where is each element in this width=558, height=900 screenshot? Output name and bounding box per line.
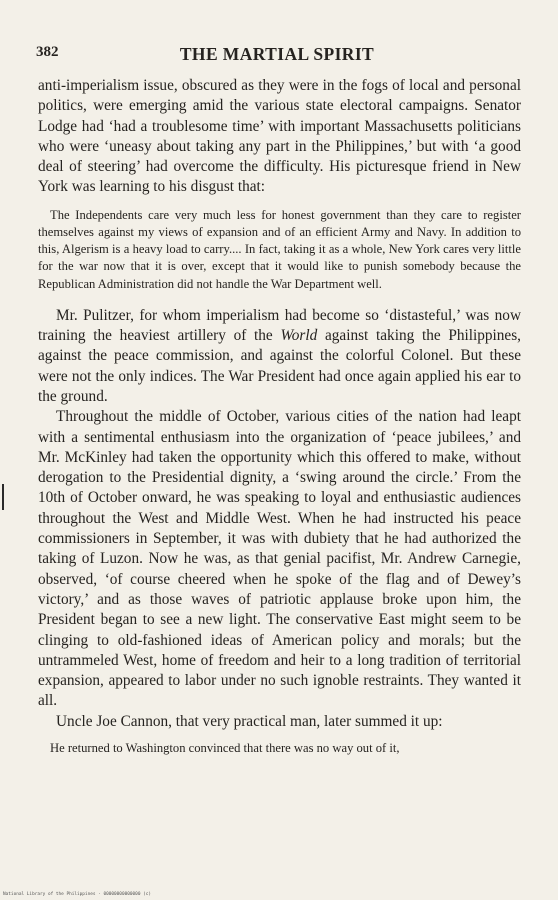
paragraph-october: Throughout the middle of October, various cities of the nation had leapt with a sentimental enthusiasm into the organization of ‘peace jubilees,’ and Mr. McKinley had taken the opportunity which this offered to make, without derogation to the Presidential dignity, a ‘swing around the circle.’ From the 10th of October onward, he was speaking to loyal and enthusiastic audiences throughout the West and Middle West. When he had instructed his peace commissioners in September, it was with dubiety that he had authorized the taking of Luzon. Now he was, as that genial pacifist, Mr. Andrew Carnegie, observed, ‘of course cheered when he spoke of the flag and of Dewey’s victory,’ and as those waves of patriotic applause broke upon him, the President began to see a new light. The conservative East might seem to be clinging to old-fashioned ideas of American policy and morals; but the untrammeled West, home of freedom and heir to a long tradition of territorial expansion, appeared to labor under no such ignoble restraints. They wanted it all. [38, 408, 521, 710]
page-number: 382 [36, 44, 59, 60]
page-header [36, 44, 518, 68]
block-quote-cannon: He returned to Washington convinced that there was no way out of it, [50, 741, 400, 756]
scan-footer: National Library of the Philippines · 00000000000000 (c) [3, 892, 152, 897]
block-quote-roosevelt: The Independents care very much less for honest government than they care to register themselves against my views of expansion and of an efficient Army and Navy. In addition to this, Algerism is a heavy load to carry.... In fact, taking it as a whole, New York cares very little for the war now that it is over, except that it would like to punish somebody because the Republican Administration did not handle the War Department well. [38, 207, 521, 291]
newspaper-title: World [280, 327, 318, 345]
body-text [38, 76, 521, 757]
running-head: THE MARTIAL SPIRIT [179, 44, 375, 64]
margin-mark [2, 484, 4, 510]
paragraph-1: anti-imperialism issue, obscured as they were in the fogs of local and personal politics, were emerging amid the various state electoral campaigns. Senator Lodge had ‘had a troublesome time’ with important Massachusetts politicians who were ‘uneasy about taking any part in the Philippines,’ but with ‘a good deal of steering’ had overcome the difficulty. His picturesque friend in New York was learning to his disgust that: [38, 77, 521, 196]
paragraph-pulitzer: Mr. Pulitzer, for whom imperialism had become so ‘distasteful,’ was now training the heaviest artillery of the World against taking the Philippines, against the peace commission, and against the colorful Colonel. But these were not the only indices. The War President had once again applied his ear to the ground. [38, 306, 521, 405]
paragraph-cannon: Uncle Joe Cannon, that very practical man, later summed it up: [56, 712, 443, 730]
